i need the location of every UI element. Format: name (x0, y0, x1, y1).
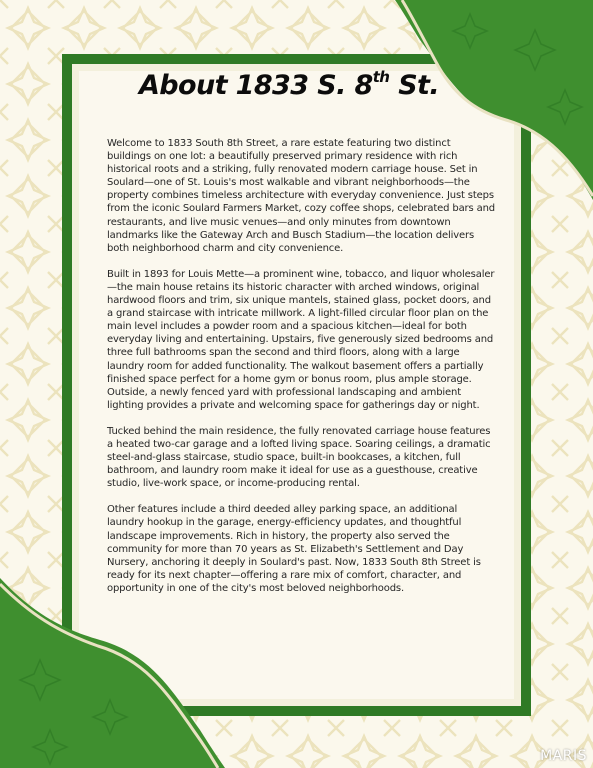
maris-watermark: MARIS (540, 748, 587, 764)
paragraph-carriage-house: Tucked behind the main residence, the fully renovated carriage house features a heated two-car garage and a lofted living space. Soaring ceilings, a dramatic steel-and-glass staircase, studio space, built-in bookcases, a kitchen, full bathroom, and laundry room make it ideal for use as a guesthouse, creative studio, live-work space, or income-producing rental. (107, 425, 491, 490)
paragraph-main-house: Built in 1893 for Louis Mette—a prominent wine, tobacco, and liquor wholesaler—the main house retains its historic character with arched windows, original hardwood floors and trim, six unique mantels, stained glass, pocket doors, and a grand staircase with intricate millwork. A light-filled circular floor plan on the main level includes a powder room and a spacious kitchen—ideal for both everyday living and entertaining. Upstairs, five generously sized bedrooms and three full bathrooms span the second and third floors, along with a large laundry room for added functionality. The walkout basement offers a partially finished space perfect for a home gym or bonus room, plus ample storage. Outside, a newly fenced yard with professional landscaping and ambient lighting provides a private and welcoming space for gatherings day or night. (107, 268, 495, 411)
paragraph-other-features: Other features include a third deeded alley parking space, an additional laundry hookup in the garage, energy-efficiency updates, and thoughtful landscape improvements. Rich in history, the property also served the community for more than 70 years as St. Elizabeth's Settlement and Day Nursery, anchoring it deeply in Soulard's past. Now, 1833 South 8th Street is ready for its next chapter—offering a rare mix of comfort, character, and opportunity in one of the city's most beloved neighborhoods. (107, 504, 481, 594)
title-suffix: St. (389, 70, 439, 101)
title-superscript: th (372, 68, 390, 86)
title-prefix: About 1833 S. 8 (138, 70, 373, 101)
paragraph-intro: Welcome to 1833 South 8th Street, a rare estate featuring two distinct buildings on one lot: a beautifully preserved primary residence with rich historical roots and a striking, fully renovated modern carriage house. Set in Soulard—one of St. Louis's most walkable and vibrant neighborhoods—the property combines timeless architecture with everyday convenience. Just steps from the iconic Soulard Farmers Market, cozy coffee shops, celebrated bars and restaurants, and live music venues—and only minutes from downtown landmarks like the Gateway Arch and Busch Stadium—the location delivers both neighborhood charm and city convenience. (107, 138, 495, 254)
page-title (66, 70, 512, 101)
description-body (107, 137, 497, 608)
